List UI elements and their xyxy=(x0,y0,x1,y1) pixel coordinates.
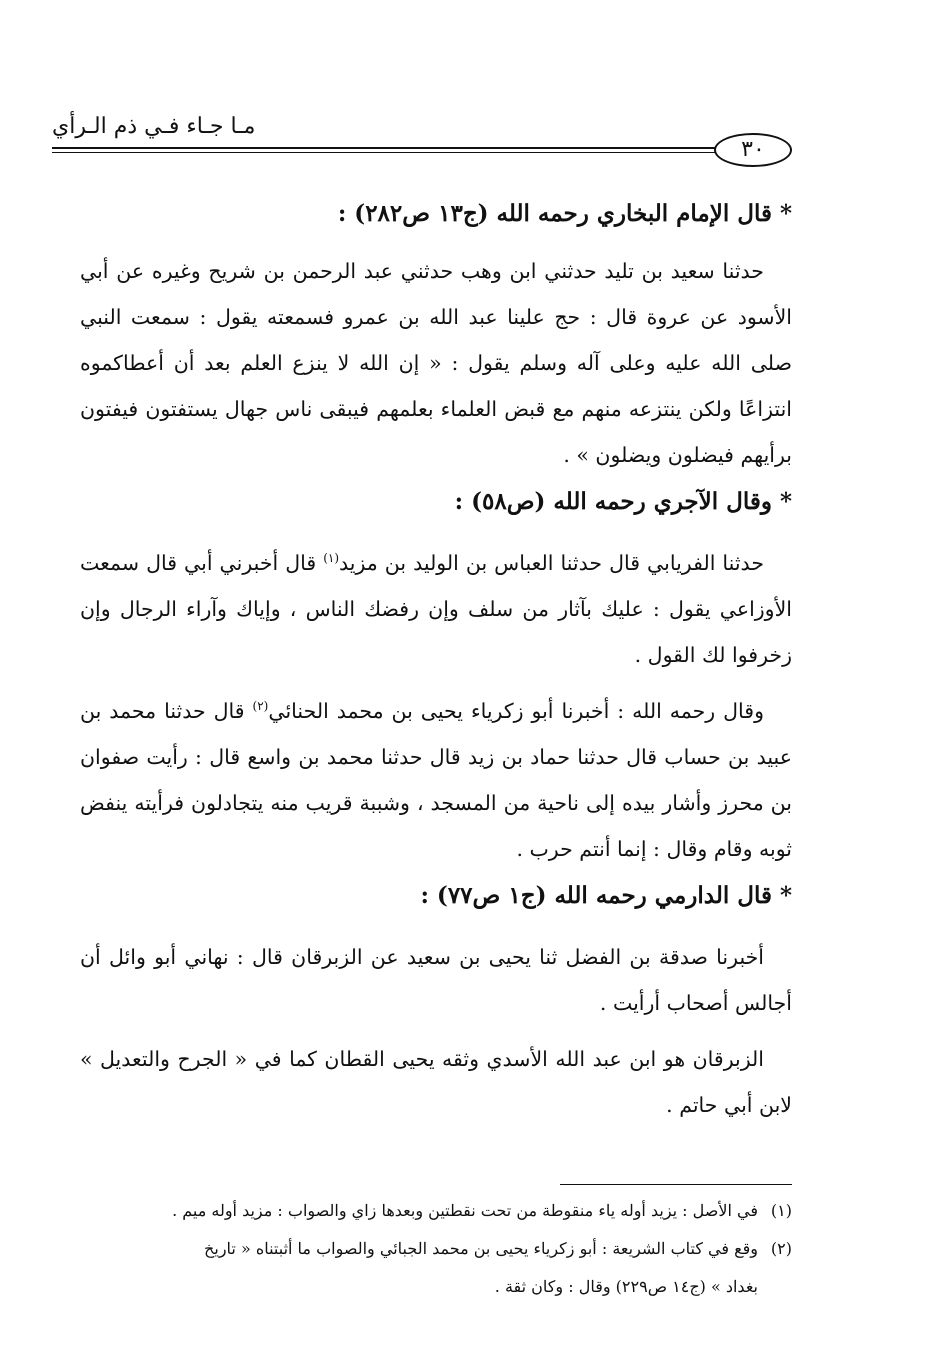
paragraph-ajurri-1 xyxy=(80,540,792,678)
text-line: جهال يستفتون فيفتون برأيهم فيضلون ويضلون » . xyxy=(80,397,792,467)
text-line: حدثنا سعيد بن تليد حدثني ابن وهب حدثني عبد الرحمن بن شريح وغيره xyxy=(151,259,764,283)
text-line: وقال رحمه الله : أخبرنا أبو زكرياء يحيى بن محمد الحنائي$^{(٢)}$ قال حدثنا xyxy=(164,699,764,723)
text-line: أن أجالس أصحاب أرأيت . xyxy=(80,945,792,1015)
section-heading-ajurri: * وقال الآجري رحمه الله (ص٥٨) : xyxy=(454,488,792,515)
header-rule-thin xyxy=(52,152,742,153)
footnote-text-continued: بغداد » (ج١٤ ص٢٢٩) وقال : وكان ثقة . xyxy=(494,1277,758,1296)
paragraph-bukhari xyxy=(80,248,792,478)
text-line: أخبرنا صدقة بن الفضل ثنا يحيى بن سعيد عن الزبرقان قال : نهاني أبو وائل xyxy=(109,945,764,969)
main-text xyxy=(80,190,792,1128)
text-line: أن أعطاكموه انتزاعًا ولكن ينتزعه منهم مع قبض العلماء بعلمهم فيبقى ناس xyxy=(80,351,792,421)
footnote-2 xyxy=(80,1230,792,1306)
page-number: ٣٠ xyxy=(714,133,792,167)
text-line: سمعت النبي صلى الله عليه وعلى آله وسلم يقول : « إن الله لا ينزع العلم بعد xyxy=(80,305,792,375)
text-line: الزبرقان هو ابن عبد الله الأسدي وثقه يحيى القطان كما في « الجرح xyxy=(177,1047,764,1071)
footnotes xyxy=(80,1192,792,1306)
text-line: والتعديل » لابن أبي حاتم . xyxy=(80,1047,792,1117)
footnote-number: (١) xyxy=(770,1201,792,1220)
footnote-rule xyxy=(560,1184,792,1185)
footnote-ref: (٢) xyxy=(252,699,269,714)
text-line: واسع قال : رأيت صفوان بن محرز وأشار بيده إلى ناحية من المسجد ، وشببة xyxy=(80,745,792,815)
running-title: مـا جـاء فـي ذم الـرأي xyxy=(52,114,256,139)
paragraph-zibriqan xyxy=(80,1036,792,1128)
footnote-text: وقع في كتاب الشريعة : أبو زكرياء يحيى بن محمد الجبائي والصواب ما أثبتناه « تاريخ xyxy=(204,1239,758,1258)
text-line: حدثنا الفريابي قال حدثنا العباس بن الوليد بن مزيد$^{(١)}$ قال أخبرني أبي قال xyxy=(146,551,764,575)
footnote-text: في الأصل : يزيد أوله ياء منقوطة من تحت نقطتين وبعدها زاي والصواب : مزيد أوله ميم . xyxy=(172,1201,758,1220)
text-line: محمد بن عبيد بن حساب قال حدثنا حماد بن زيد قال حدثنا محمد بن xyxy=(80,699,792,769)
text-line: الرجال وإن زخرفوا لك القول . xyxy=(80,597,792,667)
section-heading-bukhari: * قال الإمام البخاري رحمه الله (ج١٣ ص٢٨٢) : xyxy=(337,200,792,227)
text-line: عن أبي الأسود عن عروة قال : حج علينا عبد الله بن عمرو فسمعته يقول : xyxy=(80,259,792,329)
paragraph-darimi xyxy=(80,934,792,1026)
footnote-ref: (١) xyxy=(323,551,340,566)
footnote-1 xyxy=(80,1192,792,1230)
text-line: قريب منه يتجادلون فرأيته ينفض ثوبه وقام وقال : إنما أنتم حرب . xyxy=(80,791,792,861)
paragraph-ajurri-2 xyxy=(80,688,792,872)
section-heading-darimi: * قال الدارمي رحمه الله (ج١ ص٧٧) : xyxy=(420,882,792,909)
header-rule-thick xyxy=(52,147,742,149)
header-rule xyxy=(52,147,742,161)
text-line: سمعت الأوزاعي يقول : عليك بآثار من سلف وإن رفضك الناس ، وإياك وآراء xyxy=(80,551,792,621)
footnote-number: (٢) xyxy=(770,1239,792,1258)
